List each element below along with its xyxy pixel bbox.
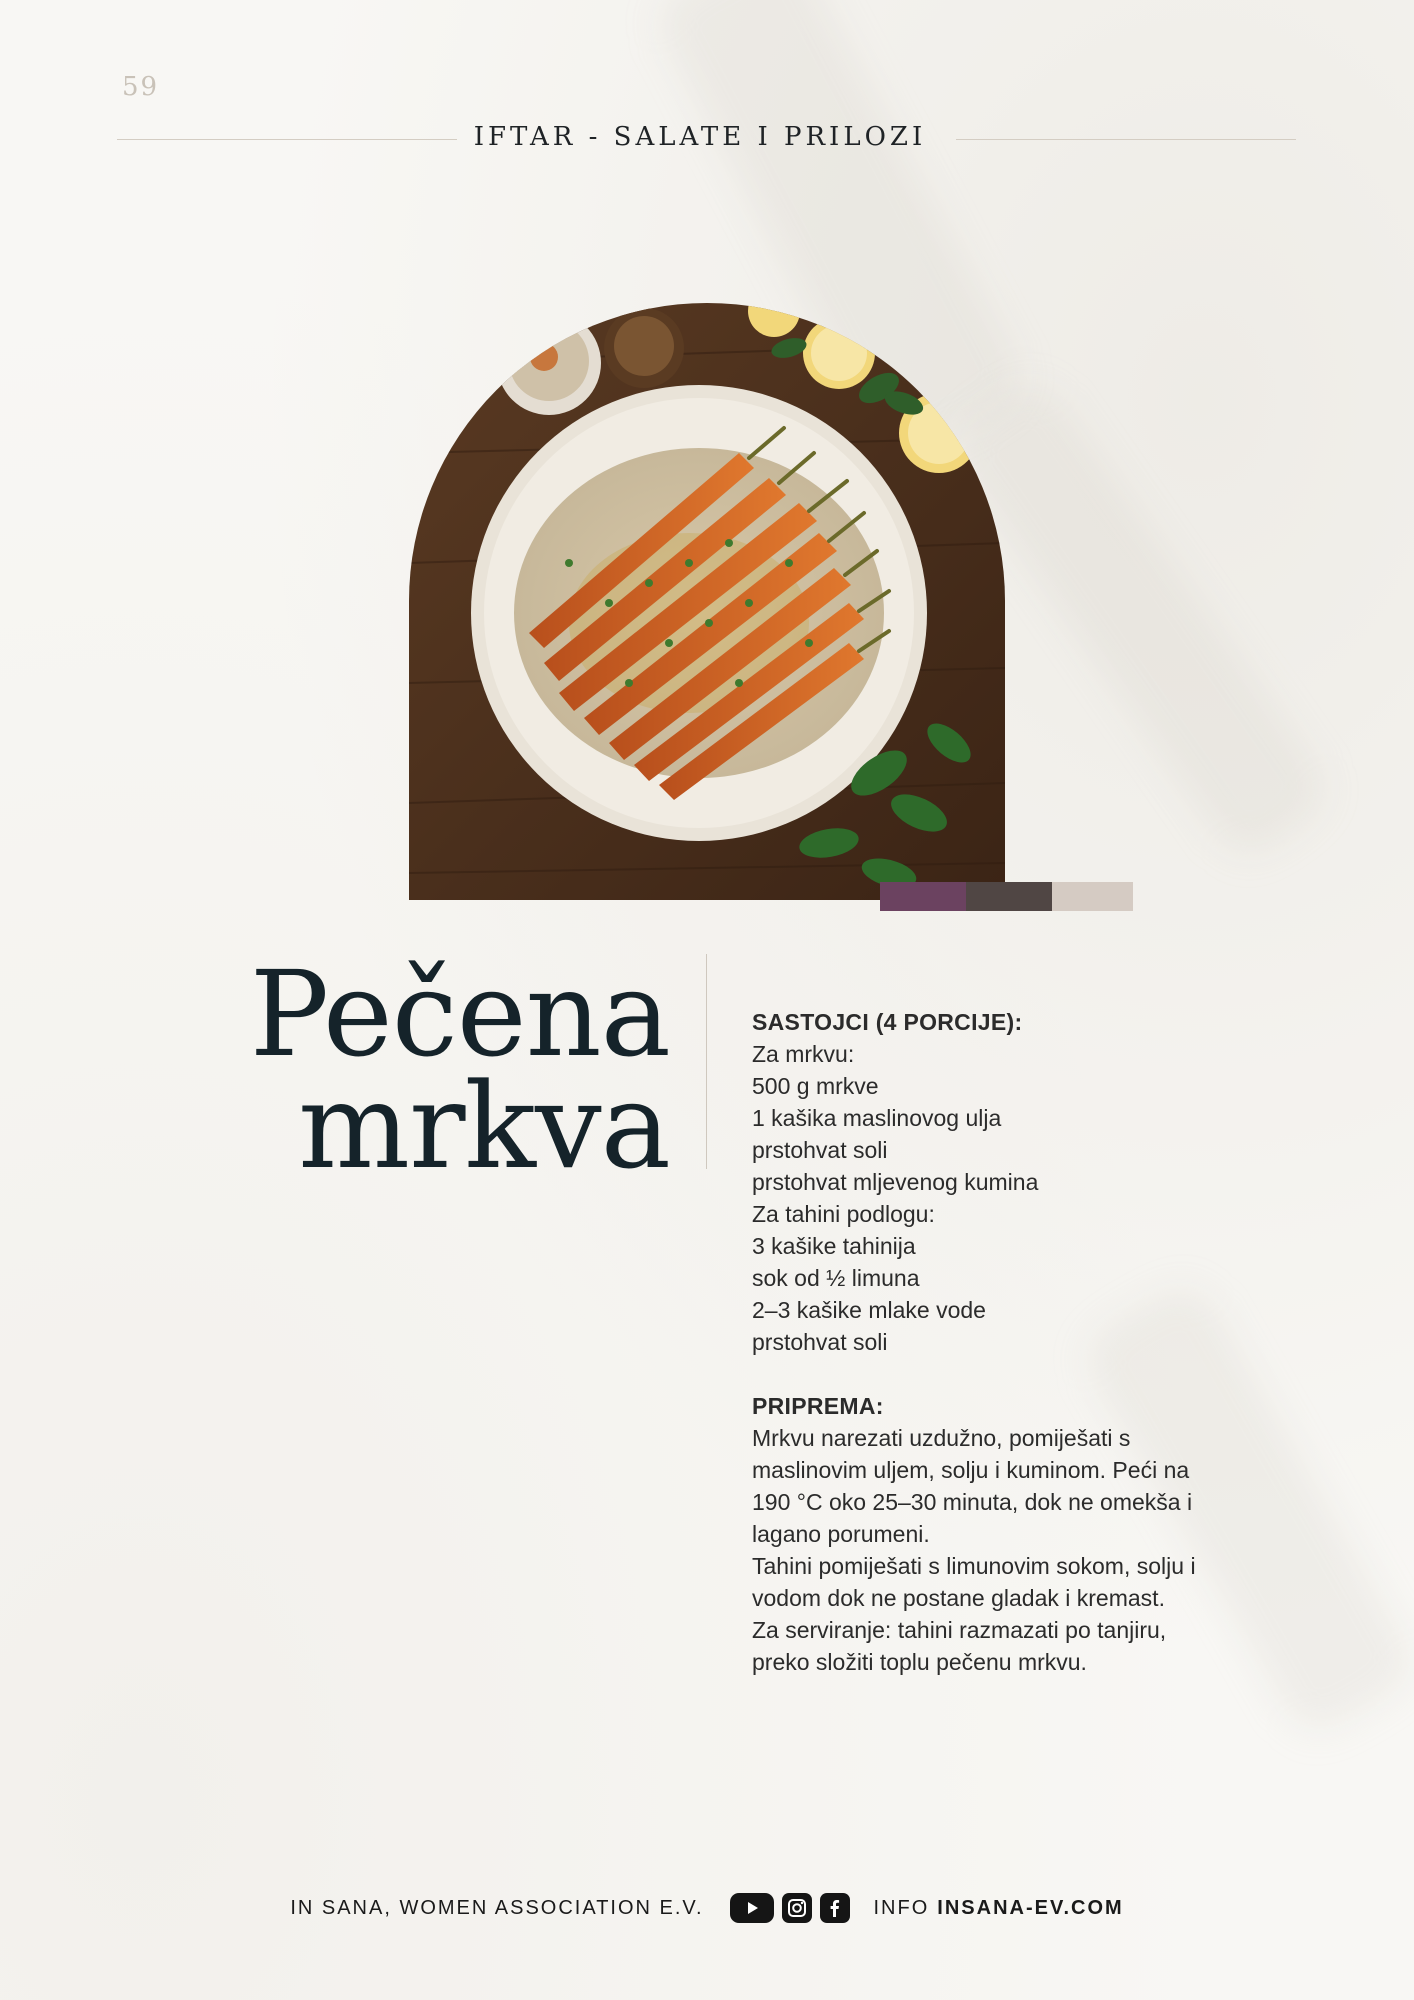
header-rule-right bbox=[956, 139, 1296, 140]
preparation-line: Mrkvu narezati uzdužno, pomiješati s bbox=[752, 1425, 1131, 1451]
ingredient-line: prstohvat mljevenog kumina bbox=[752, 1169, 1039, 1195]
youtube-icon[interactable] bbox=[730, 1893, 774, 1923]
preparation-line: vodom dok ne postane gladak i kremast. bbox=[752, 1585, 1165, 1611]
organization-name: IN SANA, WOMEN ASSOCIATION E.V. bbox=[290, 1896, 704, 1919]
color-swatch bbox=[1052, 882, 1133, 911]
facebook-icon[interactable] bbox=[820, 1893, 850, 1923]
ingredient-line: prstohvat soli bbox=[752, 1329, 888, 1355]
preparation-line: lagano porumeni. bbox=[752, 1521, 930, 1547]
ingredient-line: prstohvat soli bbox=[752, 1137, 888, 1163]
color-swatch bbox=[880, 882, 966, 911]
preparation-steps bbox=[752, 1422, 1312, 1678]
recipe-title bbox=[249, 945, 670, 1195]
recipe-text bbox=[752, 1006, 1312, 1678]
preparation-heading: PRIPREMA: bbox=[752, 1393, 884, 1419]
ingredients-heading: SASTOJCI (4 PORCIJE): bbox=[752, 1009, 1023, 1035]
preparation-line: Za serviranje: tahini razmazati po tanjiru, bbox=[752, 1617, 1167, 1643]
preparation-line: Tahini pomiješati s limunovim sokom, solju i bbox=[752, 1553, 1196, 1579]
footer bbox=[0, 1893, 1414, 1923]
vertical-divider bbox=[706, 954, 707, 1169]
website-link[interactable]: INSANA-EV.COM bbox=[937, 1896, 1124, 1919]
ingredient-line: Za tahini podlogu: bbox=[752, 1201, 935, 1227]
page-number: 59 bbox=[122, 72, 160, 102]
header-rule-left bbox=[117, 139, 457, 140]
ingredient-line: Za mrkvu: bbox=[752, 1041, 855, 1067]
recipe-title-line: mrkva bbox=[298, 1057, 670, 1195]
color-swatch bbox=[966, 882, 1052, 911]
ingredient-line: sok od ½ limuna bbox=[752, 1265, 920, 1291]
recipe-title-line: Pečena bbox=[249, 945, 670, 1083]
ingredients-list bbox=[752, 1038, 1312, 1358]
ingredient-line: 1 kašika maslinovog ulja bbox=[752, 1105, 1002, 1131]
info-label: INFO bbox=[873, 1896, 930, 1919]
section-title: IFTAR - SALATE I PRILOZI bbox=[473, 122, 927, 152]
preparation-line: 190 °C oko 25–30 minuta, dok ne omekša i bbox=[752, 1489, 1193, 1515]
preparation-line: maslinovim uljem, solju i kuminom. Peći na bbox=[752, 1457, 1190, 1483]
ingredient-line: 3 kašike tahinija bbox=[752, 1233, 916, 1259]
ingredient-line: 2–3 kašike mlake vode bbox=[752, 1297, 986, 1323]
recipe-photo bbox=[409, 303, 1005, 900]
ingredient-line: 500 g mrkve bbox=[752, 1073, 879, 1099]
preparation-line: preko složiti toplu pečenu mrkvu. bbox=[752, 1649, 1087, 1675]
instagram-icon[interactable] bbox=[782, 1893, 812, 1923]
social-icons bbox=[730, 1893, 850, 1923]
